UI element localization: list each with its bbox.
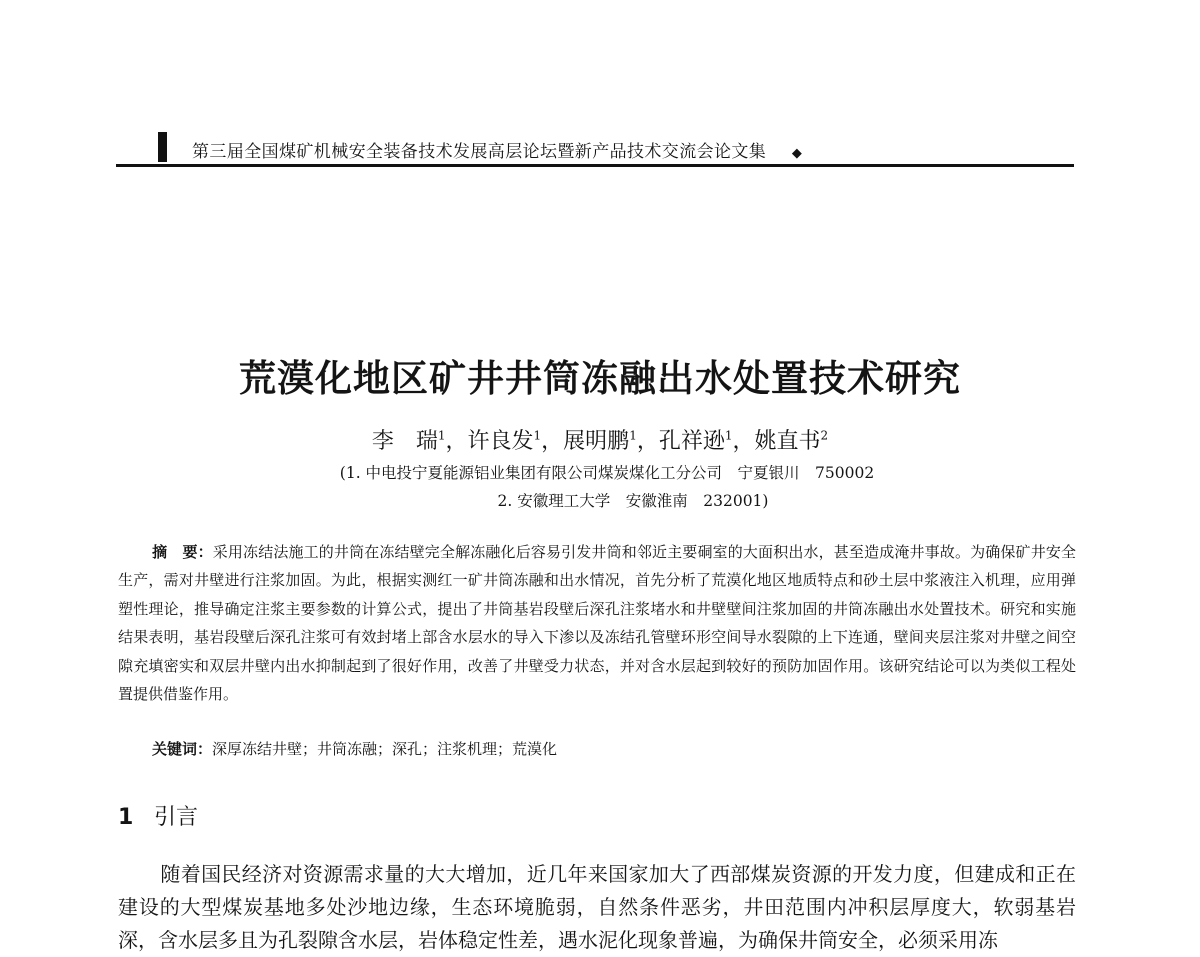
- section-heading: [118, 800, 198, 831]
- author-affiliation-mark: 1: [437, 428, 446, 443]
- author-name: 李 瑞: [371, 429, 438, 454]
- author-affiliation-mark: 1: [533, 428, 542, 443]
- author-affiliation-mark: 1: [629, 428, 637, 443]
- author-name: 展明鹏: [563, 429, 630, 454]
- author-separator: ，: [636, 429, 659, 454]
- author-name: 孔祥逊: [658, 429, 725, 454]
- abstract-text: 采用冻结法施工的井筒在冻结壁完全解冻融化后容易引发井筒和邻近主要硐室的大面积出水，甚至造成淹井事故。为确保矿井安全生产，需对井壁进行注浆加固。为此，根据实测红一矿井筒冻融和出水情况，首先分析了荒漠化地区地质特点和砂土层中浆液注入机理，应用弹塑性理论，推导确定注浆主要参数的计算公式，提出了井筒基岩段壁后深孔注浆堵水和井壁壁间注浆加固的井筒冻融出水处置技术。研究和实施结果表明，基岩段壁后深孔注浆可有效封堵上部含水层水的导入下渗以及冻结孔管壁环形空间导水裂隙的上下连通，壁间夹层注浆对井壁之间空隙充填密实和双层井壁内出水抑制起到了很好作用，改善了井壁受力状态，并对含水层起到较好的预防加固作用。该研究结论可以为类似工程处置提供借鉴作用。: [118, 543, 1076, 704]
- header-text: [192, 137, 802, 162]
- affiliation-line-2: 2. 安徽理工大学 安徽淮南 232001): [497, 492, 769, 510]
- paper-title: 荒漠化地区矿井井筒冻融出水处置技术研究: [239, 356, 961, 400]
- author-affiliation-mark: 2: [820, 428, 829, 443]
- author-list: [0, 424, 1200, 455]
- author-separator: ，: [541, 429, 564, 454]
- abstract-label: 摘 要：: [152, 543, 213, 561]
- author-name: 许良发: [467, 429, 534, 454]
- body-paragraph: [118, 858, 1076, 957]
- keywords-label: 关键词：: [152, 740, 213, 758]
- body-paragraph-text: 随着国民经济对资源需求量的大大增加，近几年来国家加大了西部煤炭资源的开发力度，但建成和正在建设的大型煤炭基地多处沙地边缘，生态环境脆弱，自然条件恶劣，井田范围内冲积层厚度大，软弱基岩深，含水层多且为孔裂隙含水层，岩体稳定性差，遇水泥化现象普遍，为确保井筒安全，必须采用冻: [118, 862, 1076, 952]
- author-affiliation-mark: 1: [724, 428, 733, 443]
- abstract: [118, 538, 1076, 708]
- keywords-text: 深厚冻结井壁；井筒冻融；深孔；注浆机理；荒漠化: [212, 740, 558, 758]
- author-separator: ，: [445, 429, 468, 454]
- affiliation-line-1: (1. 中电投宁夏能源铝业集团有限公司煤炭煤化工分公司 宁夏银川 750002: [339, 464, 875, 482]
- author-name: 姚直书: [754, 429, 821, 454]
- author-separator: ，: [732, 429, 755, 454]
- section-number: 1: [118, 805, 134, 830]
- diamond-icon: ◆: [791, 146, 803, 161]
- header-bar-mark: [158, 132, 167, 162]
- header-title: 第三届全国煤矿机械安全装备技术发展高层论坛暨新产品技术交流会论文集: [192, 142, 767, 162]
- section-title: 引言: [154, 805, 199, 830]
- keywords: [152, 738, 557, 759]
- running-header: [116, 128, 1074, 167]
